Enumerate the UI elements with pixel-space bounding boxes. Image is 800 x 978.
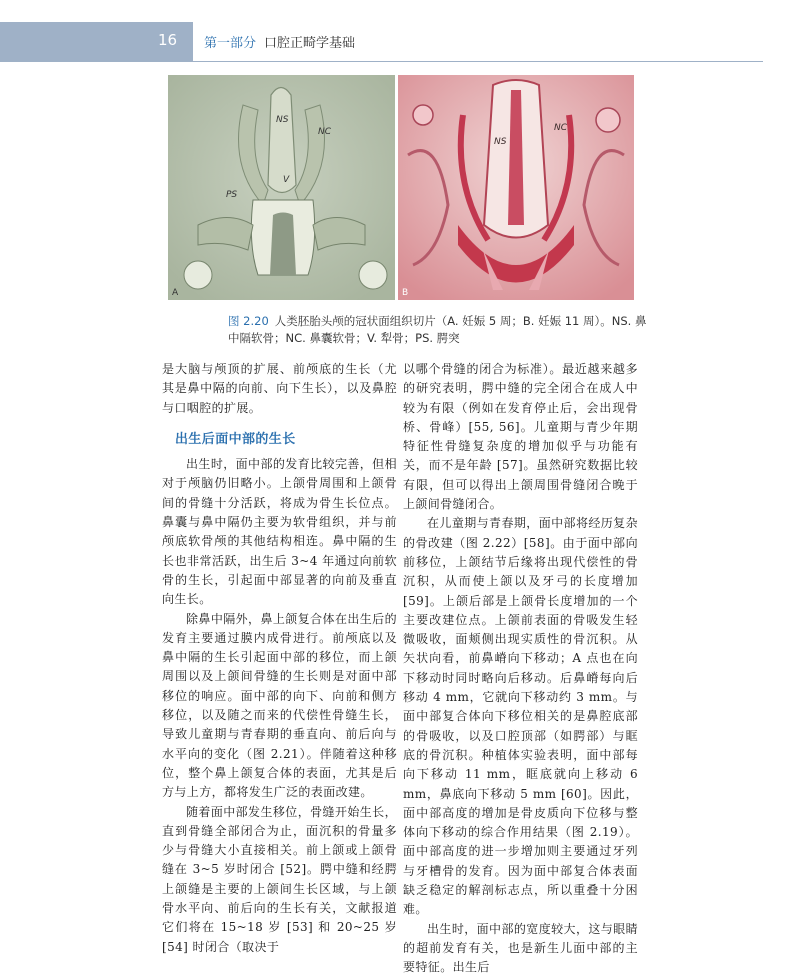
panel-letter-a: A [172,288,179,298]
panel-letter-b: B [402,288,409,298]
page-number: 16 [158,31,178,49]
paragraph: 是大脑与颅顶的扩展、前颅底的生长（尤其是鼻中隔的向前、向下生长），以及鼻腔与口咽腔的扩展。 [162,362,397,415]
label-nc-a: NC [318,127,332,137]
figure-panel-a [168,75,395,300]
page-number-box [0,22,193,62]
label-ns-b: NS [494,137,507,147]
label-nc-b: NC [554,123,568,133]
right-column [403,360,638,978]
part-label: 第一部分 [204,36,257,51]
section-heading: 出生后面中部的生长 [175,431,296,447]
histology-image-b [398,75,634,300]
paragraph: 出生时，面中部的发育比较完善，但相对于颅脑仍旧略小。上颌骨周围和上颌骨间的骨缝十分活跃，将成为骨生长位点。鼻囊与鼻中隔仍主要为软骨组织，并与前颅底软骨颅的其他结构相连。鼻中隔的生长也非常活跃，出生后 3~4 年通过向前软骨的生长，引起面中部显著的向前及垂直向生长。 [162,457,397,607]
header-rule [193,61,763,62]
left-column [162,360,397,957]
paragraph: 随着面中部发生移位，骨缝开始生长，直到骨缝全部闭合为止，面沉积的骨量多少与骨缝大小直接相关。前上颌或上颌骨缝在 3~5 岁时闭合 [52]。腭中缝和经腭上颌缝是主要的上颌间生长区域，与上颌骨水平向、前后向的生长有关，文献报道它们将在 15~18 岁 [53] 和 20~25 岁 [54] 时闭合（取决于 [162,804,397,954]
chapter-title: 口腔正畸学基础 [264,36,356,51]
figure-caption [228,313,648,347]
paragraph: 在儿童期与青春期，面中部将经历复杂的骨改建（图 2.22）[58]。由于面中部向前移位，上颌结节后缘将出现代偿性的骨沉积，从而使上颌以及牙弓的长度增加 [59]。上颌后部是上颌骨长度增加的一个主要改建位点。上颌前表面的骨吸发生轻微吸收，面颊侧出现实质性的骨沉积。从矢状向看，前鼻嵴向下移动；A 点也在向下移动时同时略向后移动。后鼻嵴每向后移动 4 mm，它就向下移动约 3 mm。与面中部复合体向下移位相关的是鼻腔底部的骨吸收，以及口腔顶部（如腭部）与眶底的骨沉积。种植体实验表明，面中部每向下移动 11 mm，眶底就向上移动 6 mm，鼻底向下移动 5 mm [60]。因此，面中部高度的增加是骨皮质向下位移与整体向下移动的综合作用结果（图 2.19）。面中部高度的进一步增加则主要通过牙列与牙槽骨的发育。因为面中部复合体表面缺乏稳定的解剖标志点，所以重叠十分困难。 [403,516,638,917]
histology-image-a [168,75,395,300]
label-ps-a: PS [226,190,238,200]
label-v-a: V [283,175,290,185]
caption-text: 人类胚胎头颅的冠状面组织切片（A. 妊娠 5 周；B. 妊娠 11 周）。NS. 鼻中隔软骨；NC. 鼻囊软骨；V. 犁骨；PS. 腭突 [228,314,647,345]
running-header [204,32,355,51]
paragraph: 以哪个骨缝的闭合为标准）。最近越来越多的研究表明，腭中缝的完全闭合在成人中较为有限（例如在发育停止后，会出现骨桥、骨峰）[55, 56]。儿童期与青少年期特征性骨缝复杂度的增加似乎与功能有关，而不是年龄 [57]。虽然研究数据比较有限，但可以得出上颌周围骨缝闭合晚于上颌间骨缝闭合。 [403,362,638,512]
paragraph: 出生时，面中部的宽度较大，这与眼睛的超前发育有关，也是新生儿面中部的主要特征。出生后 [403,921,638,975]
paragraph: 除鼻中隔外，鼻上颌复合体在出生后的发育主要通过膜内成骨进行。前颅底以及鼻中隔的生长引起面中部的移位，而上颌周围以及上颌间骨缝的生长则是对面中部移位的响应。面中部的向下、向前和侧方移位，以及随之而来的代偿性骨缝生长，导致儿童期与青春期的垂直向、前后向与水平向的变化（图 2.21）。伴随着这种移位，整个鼻上颌复合体的表面，尤其是后方与上方，都将发生广泛的表面改建。 [162,611,397,800]
page-header [0,22,800,62]
label-ns-a: NS [276,115,289,125]
figure-panel-b [398,75,634,300]
figure-number: 图 2.20 [228,314,269,328]
